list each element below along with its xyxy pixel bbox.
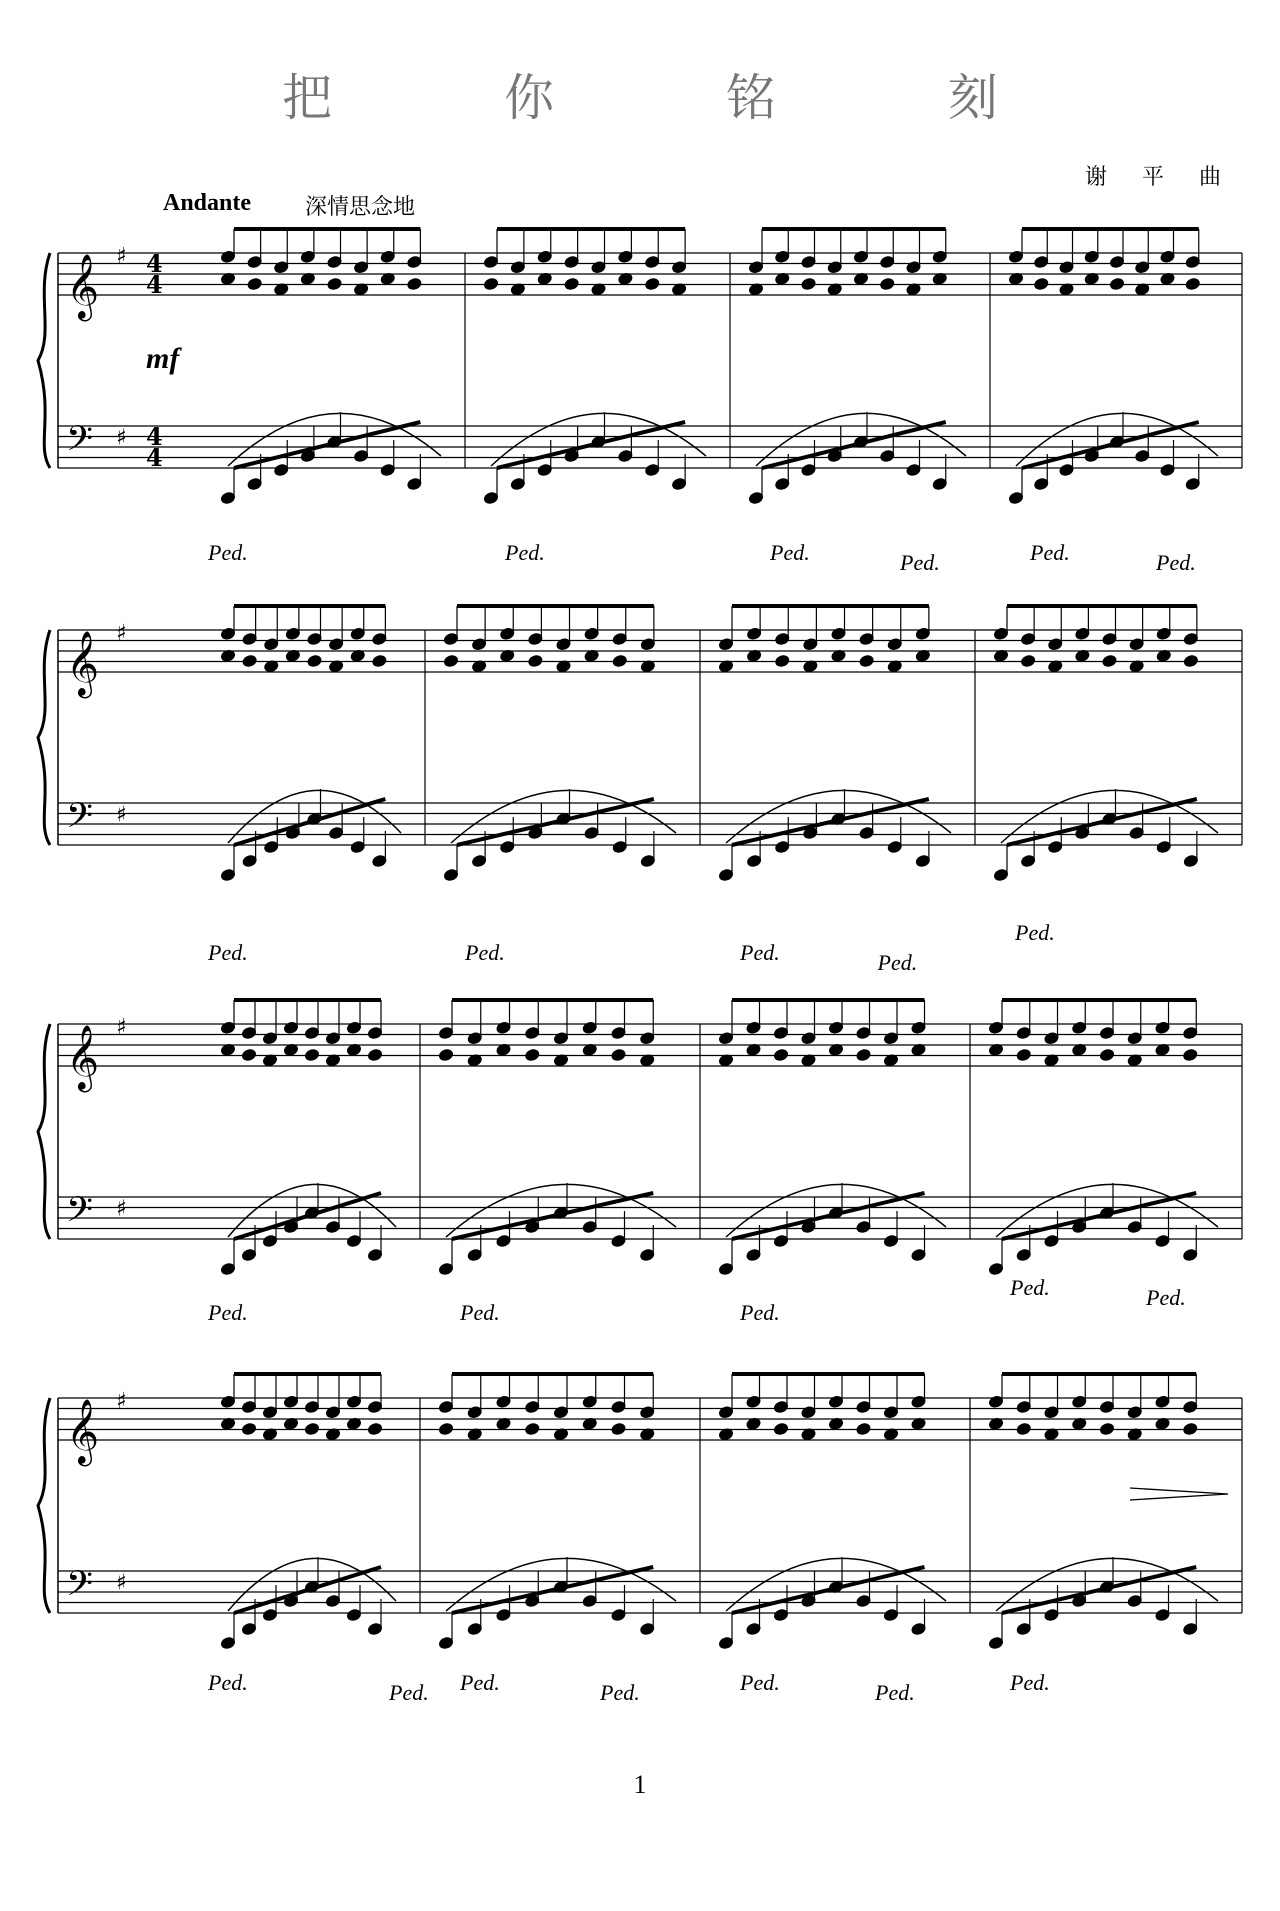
beam — [234, 799, 385, 845]
treble-note — [372, 654, 387, 667]
beam — [1022, 422, 1199, 468]
time-signature-top: 4 — [146, 249, 163, 278]
treble-note — [438, 1048, 453, 1061]
key-signature-sharp: ♯ — [116, 1196, 127, 1222]
key-signature-sharp: ♯ — [116, 1389, 127, 1414]
treble-note — [367, 1048, 382, 1061]
treble-note — [528, 654, 543, 667]
expression-marking: 深情思念地 — [305, 195, 416, 220]
treble-note — [241, 1048, 256, 1061]
treble-note — [611, 1422, 626, 1435]
pedal-marking: Ped. — [1146, 1285, 1186, 1310]
treble-note — [775, 654, 790, 667]
treble-note — [241, 1422, 256, 1435]
pedal-marking: Ped. — [875, 1680, 915, 1705]
pedal-marking: Ped. — [389, 1680, 429, 1705]
treble-note — [801, 277, 816, 290]
treble-note — [1016, 1422, 1031, 1435]
beam — [732, 1193, 925, 1239]
pedal-marking: Ped. — [208, 1670, 248, 1695]
pedal-marking: Ped. — [505, 540, 545, 565]
treble-note — [438, 1422, 453, 1435]
beam — [732, 799, 929, 845]
treble-note — [1020, 654, 1035, 667]
pedal-marking: Ped. — [1030, 540, 1070, 565]
pedal-marking: Ped. — [460, 1670, 500, 1695]
key-signature-sharp: ♯ — [116, 425, 127, 451]
beam — [234, 422, 420, 468]
beam — [1007, 799, 1197, 845]
treble-note — [407, 277, 422, 290]
pedal-marking: Ped. — [1010, 1275, 1050, 1300]
pedal-marking: Ped. — [600, 1680, 640, 1705]
key-signature-sharp: ♯ — [116, 1015, 127, 1040]
pedal-marking: Ped. — [740, 1670, 780, 1695]
key-signature-sharp: ♯ — [116, 621, 127, 646]
beam — [234, 1193, 381, 1239]
treble-clef: 𝄞 — [66, 1025, 100, 1090]
beam — [452, 1567, 653, 1613]
treble-note — [859, 654, 874, 667]
pedal-marking: Ped. — [770, 540, 810, 565]
pedal-marking: Ped. — [877, 950, 918, 975]
treble-note — [773, 1048, 788, 1061]
treble-note — [1183, 1422, 1198, 1435]
treble-note — [242, 654, 257, 667]
pedal-marking: Ped. — [460, 1300, 500, 1325]
treble-note — [525, 1422, 540, 1435]
key-signature-sharp: ♯ — [116, 802, 127, 828]
time-signature-bottom: 4 — [146, 443, 163, 472]
beam — [497, 422, 685, 468]
composer-credit: 谢 平 曲 — [1085, 165, 1235, 190]
key-signature-sharp: ♯ — [116, 1570, 127, 1596]
pedal-marking: Ped. — [900, 550, 940, 575]
page-number: 1 — [633, 1770, 647, 1799]
treble-note — [483, 277, 498, 290]
treble-note — [645, 277, 660, 290]
pedal-marking: Ped. — [1015, 920, 1055, 945]
treble-clef: 𝄞 — [66, 254, 100, 319]
treble-note — [304, 1422, 319, 1435]
treble-note — [247, 277, 262, 290]
time-signature-top: 4 — [146, 422, 163, 451]
beam — [732, 1567, 925, 1613]
treble-note — [856, 1048, 871, 1061]
treble-clef: 𝄞 — [66, 631, 100, 696]
beam — [457, 799, 654, 845]
pedal-marking: Ped. — [1156, 550, 1196, 575]
bass-clef: 𝄢 — [66, 418, 94, 467]
treble-note — [880, 277, 895, 290]
pedal-marking: Ped. — [208, 540, 248, 565]
tempo-marking: Andante — [163, 190, 252, 216]
treble-note — [773, 1422, 788, 1435]
treble-clef: 𝄞 — [66, 1399, 100, 1464]
treble-note — [612, 654, 627, 667]
treble-note — [367, 1422, 382, 1435]
pedal-marking: Ped. — [740, 1300, 780, 1325]
treble-note — [525, 1048, 540, 1061]
key-signature-sharp: ♯ — [116, 244, 127, 269]
beam — [1002, 1567, 1196, 1613]
treble-note — [1183, 654, 1198, 667]
treble-note — [1109, 277, 1124, 290]
pedal-marking: Ped. — [465, 940, 505, 965]
pedal-marking: Ped. — [740, 940, 780, 965]
treble-note — [1016, 1048, 1031, 1061]
treble-note — [1034, 277, 1049, 290]
page-title: 把 你 铭 刻 — [282, 69, 1076, 127]
dynamic-marking: mf — [146, 342, 180, 375]
pedal-marking: Ped. — [208, 1300, 248, 1325]
treble-note — [1102, 654, 1117, 667]
treble-note — [1099, 1422, 1114, 1435]
diminuendo-hairpin — [1130, 1488, 1228, 1500]
beam — [452, 1193, 653, 1239]
pedal-marking: Ped. — [208, 940, 248, 965]
system-brace — [38, 253, 50, 468]
treble-note — [611, 1048, 626, 1061]
system-brace — [38, 630, 50, 845]
treble-note — [1185, 277, 1200, 290]
system-brace — [38, 1398, 50, 1613]
treble-note — [1099, 1048, 1114, 1061]
bass-clef: 𝄢 — [66, 795, 94, 844]
bass-clef: 𝄢 — [66, 1563, 94, 1612]
treble-note — [564, 277, 579, 290]
system-brace — [38, 1024, 50, 1239]
beam — [1002, 1193, 1196, 1239]
beam — [234, 1567, 381, 1613]
treble-note — [304, 1048, 319, 1061]
treble-note — [327, 277, 342, 290]
time-signature-bottom: 4 — [146, 270, 163, 299]
treble-note — [443, 654, 458, 667]
treble-note — [1183, 1048, 1198, 1061]
treble-note — [307, 654, 322, 667]
treble-note — [856, 1422, 871, 1435]
bass-clef: 𝄢 — [66, 1189, 94, 1238]
pedal-marking: Ped. — [1010, 1670, 1050, 1695]
beam — [762, 422, 946, 468]
